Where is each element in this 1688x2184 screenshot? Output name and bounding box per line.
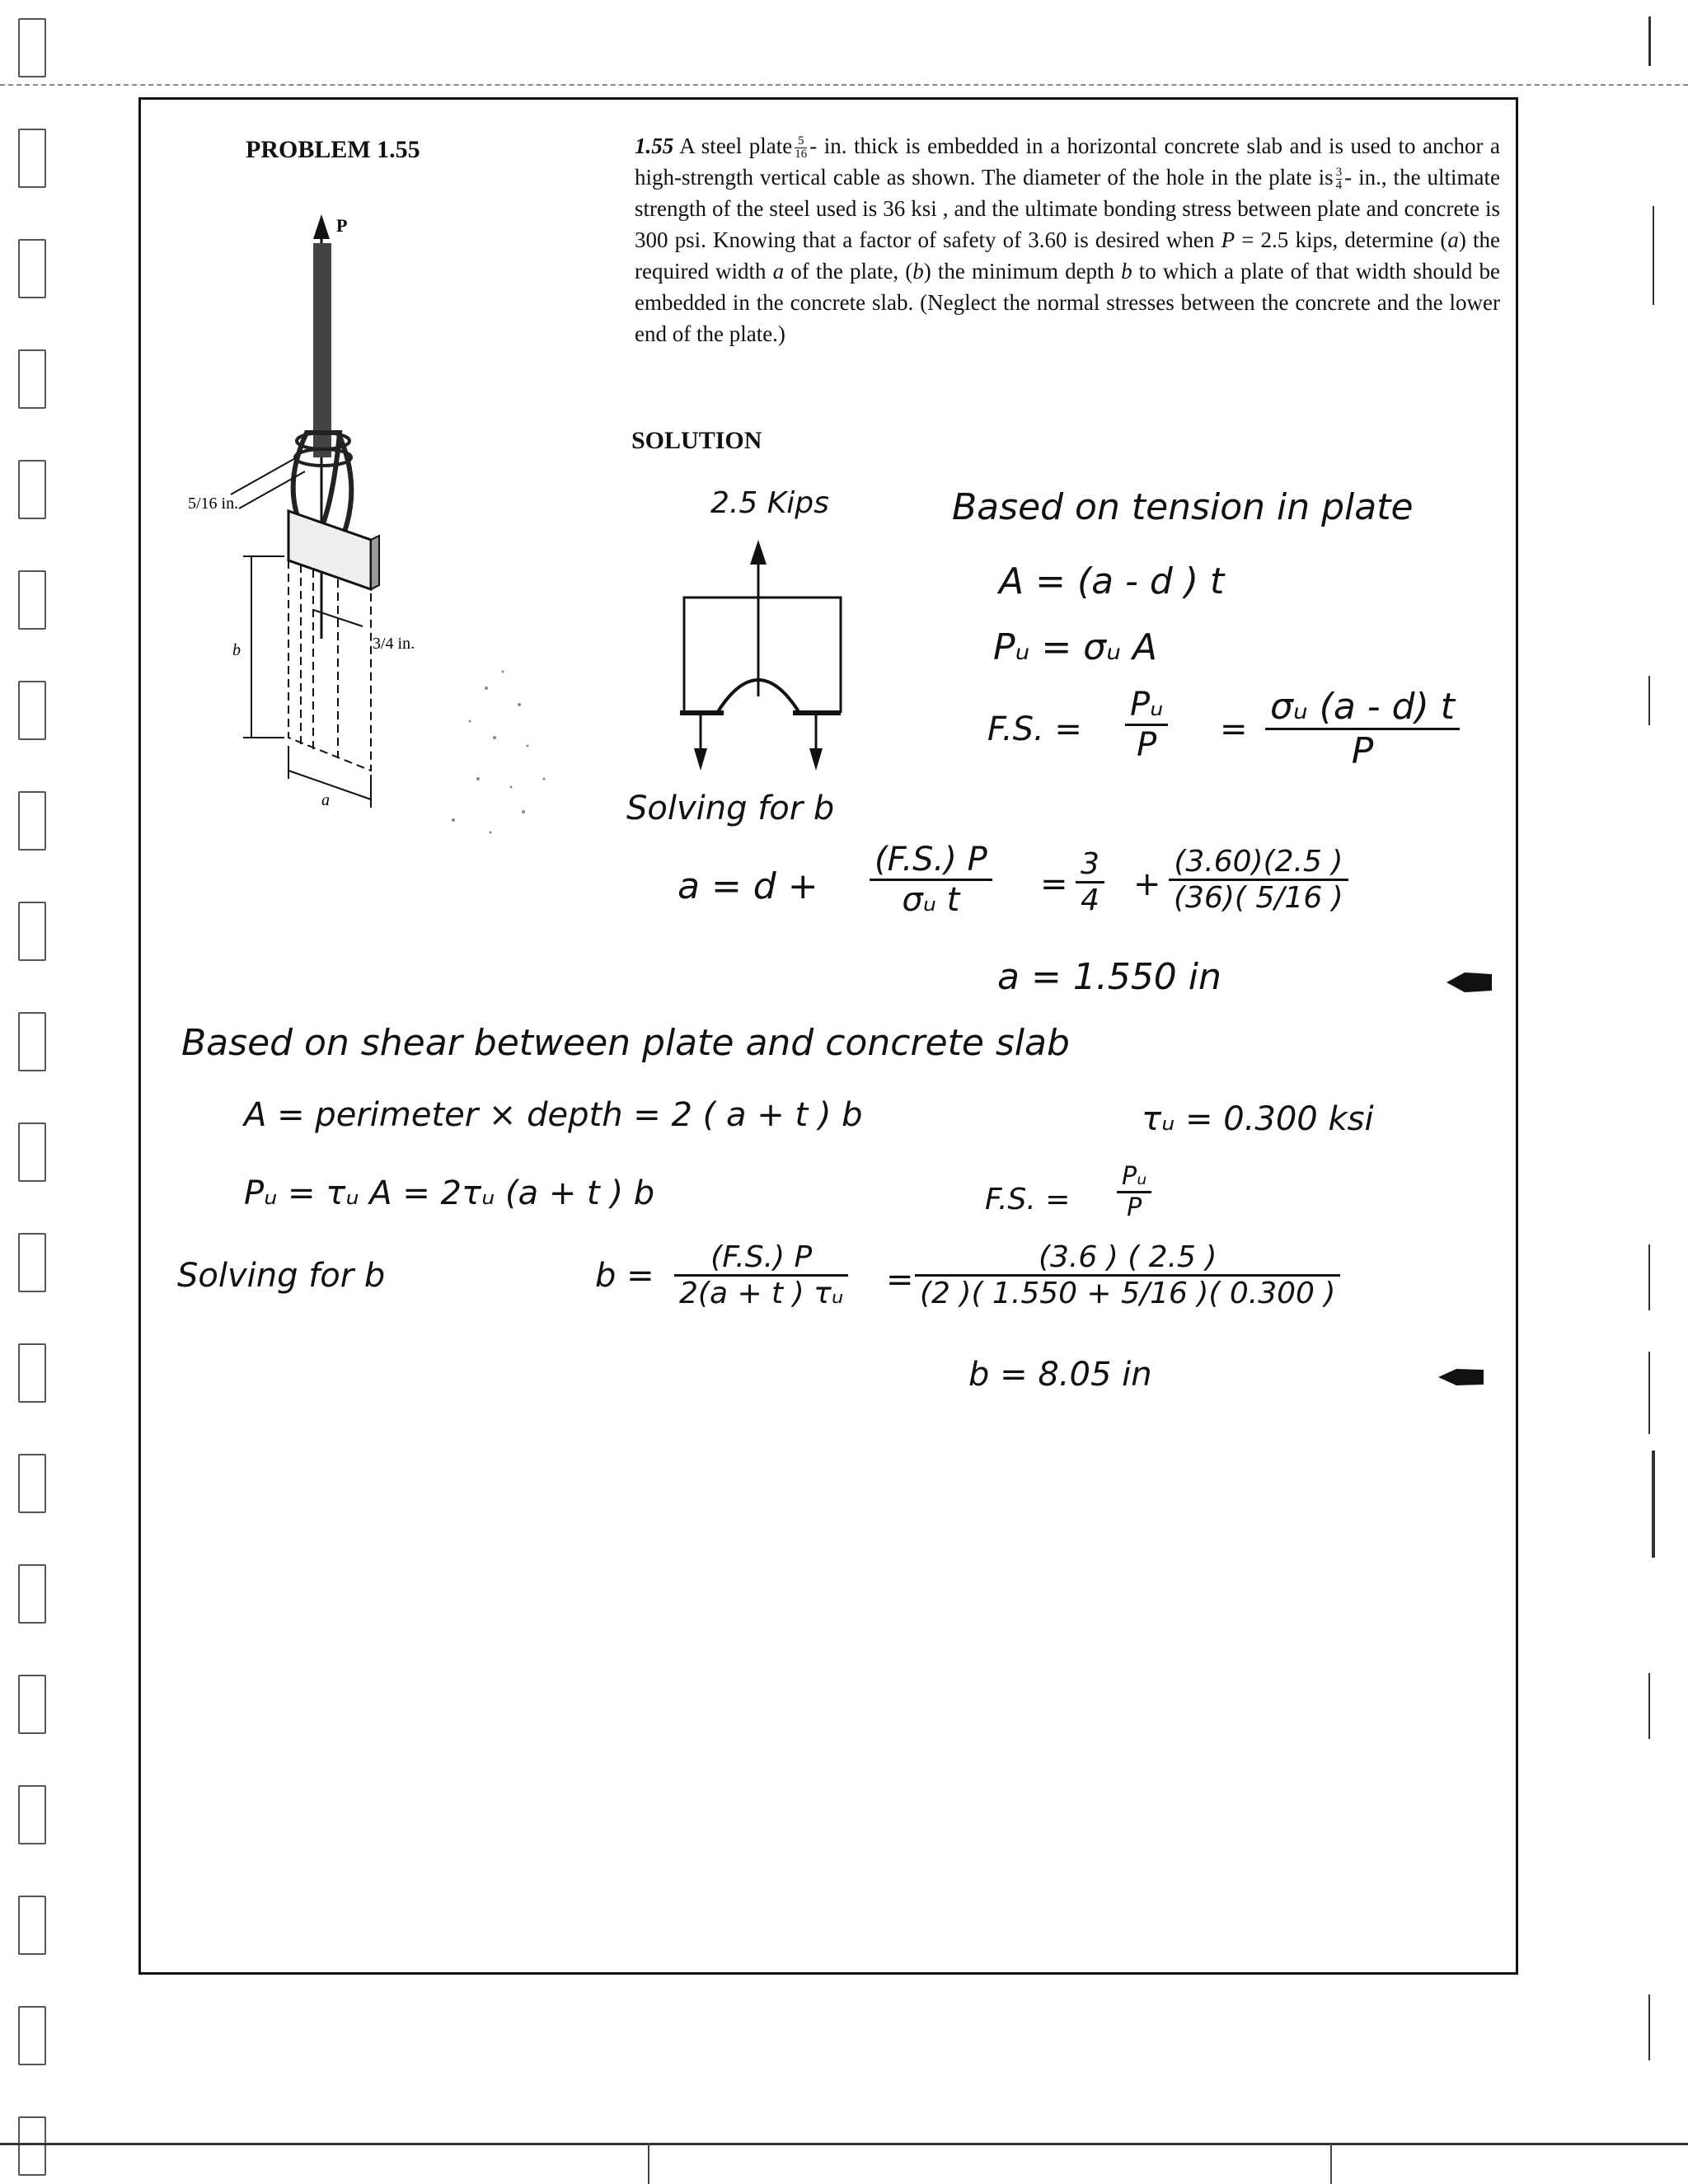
eq-shear-ultimate: Pᵤ = τᵤ A = 2τᵤ (a + t ) b — [244, 1174, 655, 1212]
scan-mark — [1648, 16, 1651, 66]
scan-mark — [1653, 206, 1654, 305]
eq-fs-fraction1: Pᵤ P — [1125, 686, 1168, 764]
bottom-tick — [648, 2143, 649, 2184]
result-a: a = 1.550 in — [997, 956, 1221, 998]
binder-hole — [18, 1675, 46, 1734]
solution-heading: SOLUTION — [631, 427, 762, 454]
fbd-load-label: 2.5 Kips — [710, 486, 829, 520]
scan-mark — [1648, 1244, 1650, 1310]
bottom-tick — [1330, 2143, 1332, 2184]
eq-ultimate-load: Pᵤ = σᵤ A — [993, 626, 1157, 668]
eq-shear-fs-fraction: Pᵤ P — [1117, 1162, 1151, 1222]
eq-a-fraction: (F.S.) P σᵤ t — [870, 841, 992, 919]
eq-a-lhs: a = d + — [678, 865, 818, 907]
tension-title: Based on tension in plate — [952, 486, 1414, 528]
scan-mark — [1648, 1673, 1650, 1739]
binder-hole — [18, 791, 46, 851]
problem-label: PROBLEM 1.55 — [246, 136, 420, 163]
eq-a-equals: = — [1040, 865, 1068, 903]
scan-mark — [1652, 1451, 1655, 1558]
eq-shear-fs-lhs: F.S. = — [985, 1183, 1071, 1216]
binder-hole — [18, 1012, 46, 1071]
binder-hole — [18, 1122, 46, 1182]
result-b: b = 8.05 in — [968, 1356, 1152, 1394]
shear-title: Based on shear between plate and concrete slab — [181, 1022, 1070, 1064]
eq-b-fraction: (F.S.) P 2(a + t ) τᵤ — [674, 1240, 848, 1310]
fraction-hole: $\frac{3}{4}$ — [1335, 166, 1343, 193]
width-dimension — [288, 771, 371, 799]
load-arrow-head — [313, 214, 330, 239]
statement-text: - in. thick is embedded in a horizontal concrete slab and is used to anchor a high-strength vertical cable as shown. The diameter of the hole in the plate is — [635, 134, 1500, 190]
solving-for-b-1: Solving for b — [626, 790, 835, 827]
binder-hole — [18, 570, 46, 630]
binder-hole — [18, 681, 46, 740]
answer-pointer-b — [1438, 1366, 1484, 1388]
statement-text: - in., the ultimate strength of the steel used is 36 ksi , and the ultimate bonding stress between plate and concrete is 300 psi. Knowing that a factor of safety of 3.60 is desired when — [635, 165, 1500, 252]
cable — [313, 243, 331, 457]
binder-hole — [18, 1785, 46, 1844]
eq-b-equals: = — [886, 1261, 914, 1299]
binder-hole — [18, 1454, 46, 1513]
statement-text: A steel plate — [679, 134, 793, 158]
width-label: a — [321, 791, 330, 809]
top-rule — [0, 84, 1688, 86]
concrete-texture — [452, 671, 546, 834]
eq-fs-equals: = — [1220, 710, 1248, 748]
bottom-rule — [0, 2143, 1688, 2145]
fraction-thickness: $\frac{5}{16}$ — [795, 134, 808, 162]
cable-force-arrow — [750, 540, 767, 565]
eq-fs-fraction2: σᵤ (a - d) t P — [1265, 686, 1460, 772]
reaction-arrow-right — [809, 748, 823, 771]
binder-hole — [18, 1564, 46, 1624]
tau-value: τᵤ = 0.300 ksi — [1142, 1100, 1374, 1138]
scan-mark — [1648, 1352, 1650, 1434]
binder-hole — [18, 129, 46, 188]
eq-b-lhs: b = — [595, 1257, 654, 1295]
binder-hole — [18, 349, 46, 409]
eq-a-numeric-fraction: (3.60)(2.5 ) (36)( 5/16 ) — [1169, 845, 1348, 915]
hole-label: 3/4 in. — [373, 635, 415, 653]
free-body-diagram — [668, 536, 865, 783]
binder-hole — [18, 1896, 46, 1955]
plate-exposed — [288, 511, 371, 589]
thickness-label: 5/16 in. — [188, 494, 239, 513]
eq-b-numeric-fraction: (3.6 ) ( 2.5 ) (2 )( 1.550 + 5/16 )( 0.300 ) — [915, 1240, 1340, 1310]
binder-hole — [18, 2116, 46, 2176]
answer-pointer-a — [1447, 971, 1492, 994]
load-label: P — [336, 215, 348, 236]
scan-mark — [1648, 676, 1650, 725]
anchor-plate-figure — [181, 210, 610, 869]
binder-hole — [18, 460, 46, 519]
binder-hole — [18, 902, 46, 961]
eq-a-three-quarters: 3 4 — [1076, 847, 1104, 917]
problem-statement: 1.55 A steel plate $\frac{5}{16}$ - in. thick is embedded in a horizontal concrete slab and is used to anchor a high-strength vertical cable as shown. The diameter of the hole in the plate is $\frac{3}{4}$ - in., the ultimate strength of the steel used is 36 ksi , and the ultimate bonding stress between plate and concrete is 300 psi. Knowing that a factor of safety of 3.60 is desired when P = 2.5 kips, determine (a) the required width a of the plate, (b) the minimum depth b to which a plate of that width should be embedded in the concrete slab. (Neglect the normal stresses between the concrete and the lower end of the plate.) — [635, 134, 1501, 346]
solving-for-b-2: Solving for b — [177, 1257, 386, 1295]
binder-hole — [18, 2006, 46, 2065]
binder-hole — [18, 1233, 46, 1292]
eq-a-plus: + — [1133, 865, 1161, 903]
eq-area-shear: A = perimeter × depth = 2 ( a + t ) b — [244, 1096, 863, 1134]
binder-hole — [18, 18, 46, 77]
reaction-arrow-left — [694, 748, 707, 771]
binder-hole — [18, 239, 46, 298]
eq-area-tension: A = (a - d ) t — [999, 560, 1225, 602]
plate-outline — [684, 598, 841, 713]
problem-number: 1.55 — [635, 134, 674, 158]
eq-fs-lhs: F.S. = — [987, 710, 1082, 748]
depth-label: b — [232, 641, 241, 659]
binder-hole — [18, 1343, 46, 1403]
scan-mark — [1648, 1994, 1650, 2060]
